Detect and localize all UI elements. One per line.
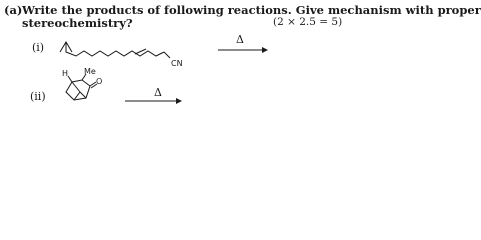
hydrogen-bond (68, 76, 72, 82)
question-label: (a) (4, 3, 23, 17)
question-text-line2: stereochemistry? (22, 16, 133, 30)
oxygen-label: O (96, 77, 103, 86)
marks-allocation: (2 × 2.5 = 5) (273, 16, 343, 28)
hydrogen-label: H (62, 69, 69, 78)
reaction-2-label: (ii) (30, 90, 46, 103)
reaction-2-structure (0, 0, 350, 114)
reaction-1-label: (i) (32, 41, 45, 54)
reaction-1-heat-symbol: Δ (236, 33, 244, 46)
reaction-2-heat-symbol: Δ (154, 86, 162, 99)
methyl-label: Me (84, 67, 96, 76)
question-text-line1: Write the products of following reactions. Give mechanism with proper (22, 3, 481, 17)
nitrile-label: CN (171, 59, 183, 68)
